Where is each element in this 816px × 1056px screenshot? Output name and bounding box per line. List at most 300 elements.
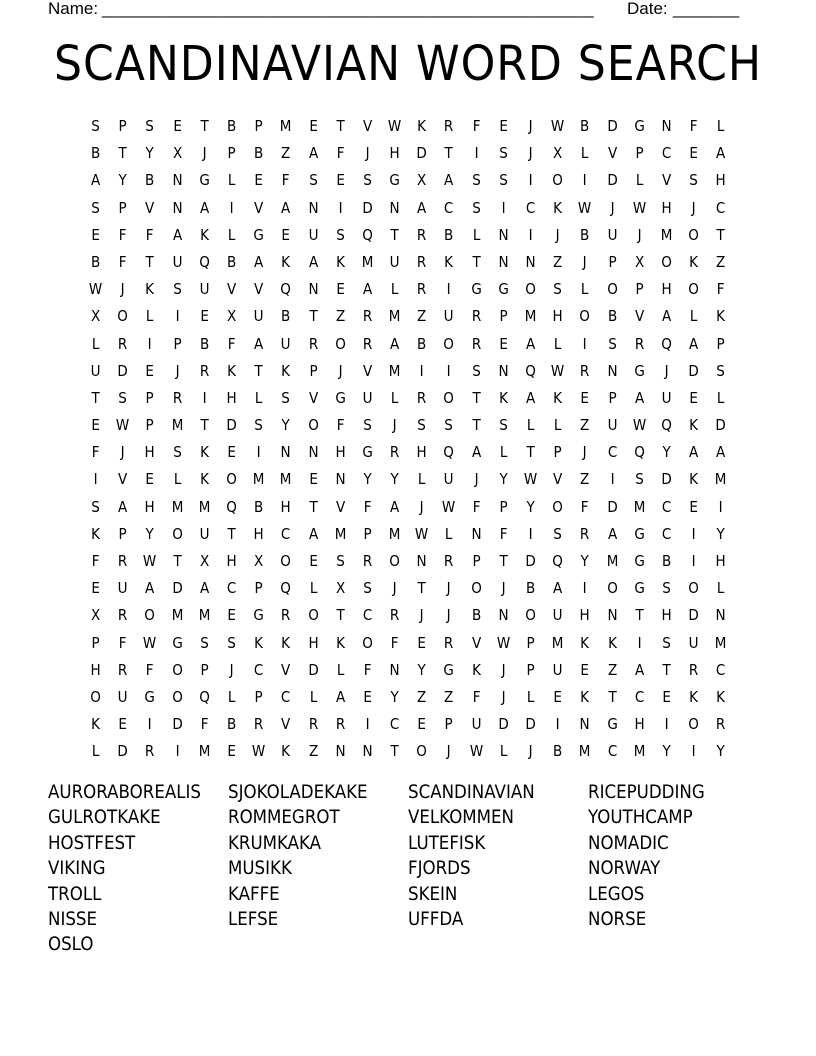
grid-letter[interactable]: G [470, 280, 482, 299]
grid-letter[interactable]: J [555, 225, 560, 244]
grid-letter[interactable]: P [472, 552, 481, 570]
grid-letter[interactable]: S [145, 117, 155, 135]
grid-letter[interactable]: U [280, 334, 291, 353]
grid-letter[interactable]: O [688, 225, 700, 244]
grid-letter[interactable]: T [444, 144, 454, 163]
grid-letter[interactable]: O [144, 606, 156, 625]
grid-letter[interactable]: N [525, 252, 536, 271]
grid-letter[interactable]: P [173, 334, 182, 353]
grid-letter[interactable]: F [118, 633, 127, 652]
grid-letter[interactable]: Q [552, 552, 564, 570]
grid-letter[interactable]: R [716, 715, 726, 734]
grid-letter[interactable]: T [608, 687, 617, 706]
grid-letter[interactable]: E [254, 171, 263, 190]
grid-letter[interactable]: E [553, 687, 563, 706]
grid-letter[interactable]: E [580, 660, 590, 679]
grid-letter[interactable]: A [716, 443, 726, 462]
grid-letter[interactable]: F [146, 225, 154, 244]
grid-letter[interactable]: I [691, 552, 696, 570]
grid-letter[interactable]: K [689, 687, 699, 706]
grid-letter[interactable]: Y [580, 552, 590, 570]
grid-letter[interactable]: Z [417, 687, 427, 706]
grid-letter[interactable]: A [716, 144, 726, 163]
grid-letter[interactable]: F [363, 497, 372, 516]
grid-letter[interactable]: V [254, 280, 264, 299]
grid-letter[interactable]: J [610, 198, 615, 217]
grid-letter[interactable]: M [171, 606, 183, 625]
grid-letter[interactable]: I [93, 470, 98, 489]
grid-letter[interactable]: L [91, 334, 100, 353]
grid-letter[interactable]: C [716, 660, 726, 679]
grid-letter[interactable]: A [254, 252, 264, 271]
grid-letter[interactable]: J [664, 361, 669, 380]
grid-letter[interactable]: E [145, 361, 155, 380]
grid-letter[interactable]: X [172, 144, 182, 163]
grid-letter[interactable]: T [472, 252, 481, 271]
grid-letter[interactable]: S [499, 144, 508, 163]
grid-letter[interactable]: B [580, 225, 590, 244]
grid-letter[interactable]: G [253, 606, 264, 625]
grid-letter[interactable]: S [227, 633, 236, 652]
grid-letter[interactable]: P [118, 117, 127, 135]
grid-letter[interactable]: V [661, 171, 672, 190]
grid-letter[interactable]: R [362, 552, 373, 570]
grid-letter[interactable]: N [389, 198, 400, 217]
grid-letter[interactable]: B [525, 579, 536, 598]
grid-letter[interactable]: N [715, 606, 726, 625]
grid-letter[interactable]: W [143, 633, 157, 652]
grid-letter[interactable]: M [579, 742, 591, 761]
grid-letter[interactable]: H [335, 443, 346, 462]
grid-letter[interactable]: I [582, 171, 587, 190]
grid-letter[interactable]: I [610, 470, 615, 489]
grid-letter[interactable]: I [175, 742, 180, 761]
grid-letter[interactable]: T [716, 225, 726, 244]
grid-letter[interactable]: S [200, 633, 209, 652]
grid-letter[interactable]: H [634, 715, 645, 734]
grid-letter[interactable]: Y [662, 443, 671, 462]
grid-letter[interactable]: R [417, 225, 427, 244]
grid-letter[interactable]: H [226, 388, 237, 407]
grid-letter[interactable]: G [253, 225, 264, 244]
grid-letter[interactable]: U [199, 524, 210, 543]
grid-letter[interactable]: S [363, 579, 372, 598]
grid-letter[interactable]: S [662, 633, 671, 652]
grid-letter[interactable]: G [199, 171, 210, 190]
grid-letter[interactable]: Y [145, 524, 155, 543]
grid-letter[interactable]: F [472, 117, 481, 135]
grid-letter[interactable]: S [635, 470, 644, 489]
grid-letter[interactable]: C [607, 443, 617, 462]
grid-letter[interactable]: I [338, 198, 343, 217]
grid-letter[interactable]: T [118, 144, 127, 163]
grid-letter[interactable]: A [689, 334, 699, 353]
grid-letter[interactable]: K [145, 280, 155, 299]
grid-letter[interactable]: P [608, 388, 617, 407]
grid-letter[interactable]: M [252, 470, 265, 489]
grid-letter[interactable]: S [553, 524, 563, 543]
grid-letter[interactable]: A [553, 579, 563, 598]
grid-letter[interactable]: P [200, 660, 209, 679]
grid-letter[interactable]: O [443, 388, 455, 407]
grid-letter[interactable]: I [447, 361, 452, 380]
grid-letter[interactable]: Y [499, 470, 508, 489]
grid-letter[interactable]: E [689, 388, 698, 407]
grid-letter[interactable]: J [501, 687, 506, 706]
grid-letter[interactable]: L [499, 742, 508, 761]
grid-letter[interactable]: B [254, 144, 264, 163]
grid-letter[interactable]: S [254, 416, 264, 435]
grid-letter[interactable]: P [553, 443, 562, 462]
grid-letter[interactable]: E [499, 334, 508, 353]
grid-letter[interactable]: R [199, 361, 210, 380]
grid-letter[interactable]: U [552, 660, 563, 679]
grid-letter[interactable]: E [417, 633, 427, 652]
grid-letter[interactable]: U [90, 361, 101, 380]
grid-letter[interactable]: R [444, 552, 454, 570]
grid-letter[interactable]: W [632, 198, 647, 217]
grid-letter[interactable]: L [499, 443, 508, 462]
grid-letter[interactable]: P [227, 144, 236, 163]
grid-letter[interactable]: C [281, 524, 291, 543]
grid-letter[interactable]: N [335, 742, 346, 761]
grid-letter[interactable]: B [417, 334, 427, 353]
grid-letter[interactable]: C [281, 687, 291, 706]
grid-letter[interactable]: O [661, 252, 672, 271]
grid-letter[interactable]: O [470, 579, 482, 598]
grid-letter[interactable]: M [715, 633, 727, 652]
grid-letter[interactable]: N [498, 225, 509, 244]
grid-letter[interactable]: K [281, 361, 291, 380]
grid-letter[interactable]: R [471, 334, 481, 353]
grid-letter[interactable]: N [416, 552, 427, 570]
grid-letter[interactable]: A [172, 225, 182, 244]
grid-letter[interactable]: M [198, 606, 211, 625]
grid-letter[interactable]: C [525, 198, 536, 217]
grid-letter[interactable]: Q [280, 280, 292, 299]
grid-letter[interactable]: N [498, 361, 509, 380]
grid-letter[interactable]: B [444, 225, 454, 244]
grid-letter[interactable]: V [308, 388, 318, 407]
grid-letter[interactable]: U [552, 606, 563, 625]
grid-letter[interactable]: J [419, 606, 424, 625]
grid-letter[interactable]: C [362, 606, 373, 625]
grid-letter[interactable]: L [227, 687, 236, 706]
grid-letter[interactable]: A [634, 388, 644, 407]
grid-letter[interactable]: J [202, 144, 207, 163]
grid-letter[interactable]: Z [553, 252, 563, 271]
grid-letter[interactable]: P [444, 715, 454, 734]
grid-letter[interactable]: H [661, 280, 672, 299]
grid-letter[interactable]: O [443, 334, 455, 353]
grid-letter[interactable]: L [554, 334, 562, 353]
grid-letter[interactable]: P [309, 361, 318, 380]
grid-letter[interactable]: T [173, 552, 182, 570]
grid-letter[interactable]: J [229, 660, 234, 679]
grid-letter[interactable]: T [145, 252, 155, 271]
grid-letter[interactable]: N [308, 443, 319, 462]
grid-letter[interactable]: O [688, 280, 700, 299]
grid-letter[interactable]: W [578, 198, 592, 217]
grid-letter[interactable]: L [390, 388, 399, 407]
grid-letter[interactable]: H [552, 307, 563, 326]
grid-letter[interactable]: Y [526, 497, 535, 516]
grid-letter[interactable]: A [471, 443, 481, 462]
grid-letter[interactable]: N [308, 198, 319, 217]
grid-letter[interactable]: Z [580, 470, 590, 489]
grid-letter[interactable]: B [90, 252, 101, 271]
grid-letter[interactable]: Z [335, 307, 345, 326]
grid-letter[interactable]: V [471, 633, 481, 652]
grid-letter[interactable]: U [172, 252, 183, 271]
grid-letter[interactable]: G [362, 443, 373, 462]
grid-letter[interactable]: J [474, 470, 479, 489]
grid-letter[interactable]: L [309, 579, 317, 598]
grid-letter[interactable]: I [447, 280, 452, 299]
grid-letter[interactable]: H [144, 497, 156, 516]
grid-letter[interactable]: U [607, 416, 618, 435]
grid-letter[interactable]: F [118, 252, 127, 271]
grid-letter[interactable]: L [227, 171, 236, 190]
grid-letter[interactable]: K [471, 660, 481, 679]
grid-letter[interactable]: R [580, 524, 590, 543]
grid-letter[interactable]: W [442, 497, 456, 516]
grid-letter[interactable]: K [199, 225, 209, 244]
grid-letter[interactable]: Q [443, 443, 455, 462]
grid-letter[interactable]: I [419, 361, 424, 380]
date-field[interactable]: _______ [673, 0, 740, 18]
grid-letter[interactable]: B [145, 171, 155, 190]
grid-letter[interactable]: U [117, 687, 128, 706]
grid-letter[interactable]: U [253, 307, 264, 326]
grid-letter[interactable]: R [145, 742, 155, 761]
grid-letter[interactable]: T [390, 225, 399, 244]
grid-letter[interactable]: H [144, 443, 156, 462]
grid-letter[interactable]: S [662, 579, 671, 598]
grid-letter[interactable]: F [336, 144, 345, 163]
grid-letter[interactable]: H [253, 524, 264, 543]
grid-letter[interactable]: G [171, 633, 183, 652]
grid-letter[interactable]: Q [226, 497, 237, 516]
grid-letter[interactable]: V [281, 715, 291, 734]
grid-letter[interactable]: J [528, 117, 533, 135]
grid-letter[interactable]: T [472, 388, 481, 407]
grid-letter[interactable]: O [90, 687, 101, 706]
grid-letter[interactable]: H [416, 443, 427, 462]
grid-letter[interactable]: E [689, 497, 698, 516]
grid-letter[interactable]: F [717, 280, 725, 299]
grid-letter[interactable]: N [389, 660, 400, 679]
grid-letter[interactable]: F [390, 633, 399, 652]
grid-letter[interactable]: O [688, 579, 700, 598]
grid-letter[interactable]: H [389, 144, 400, 163]
grid-letter[interactable]: L [91, 742, 100, 761]
grid-letter[interactable]: K [689, 252, 699, 271]
grid-letter[interactable]: S [607, 334, 617, 353]
grid-letter[interactable]: X [335, 579, 345, 598]
grid-letter[interactable]: D [362, 198, 373, 217]
grid-letter[interactable]: F [689, 117, 698, 135]
grid-letter[interactable]: P [526, 660, 535, 679]
grid-letter[interactable]: E [227, 742, 236, 761]
grid-letter[interactable]: R [308, 334, 318, 353]
grid-letter[interactable]: K [553, 388, 563, 407]
grid-letter[interactable]: D [715, 416, 727, 435]
grid-letter[interactable]: F [91, 552, 100, 570]
grid-letter[interactable]: I [664, 715, 669, 734]
grid-letter[interactable]: A [199, 579, 209, 598]
grid-letter[interactable]: L [717, 388, 725, 407]
grid-letter[interactable]: B [226, 715, 237, 734]
grid-letter[interactable]: T [417, 579, 426, 598]
grid-letter[interactable]: D [416, 144, 428, 163]
grid-letter[interactable]: Q [199, 687, 210, 706]
grid-letter[interactable]: A [145, 579, 155, 598]
grid-letter[interactable]: M [660, 225, 673, 244]
grid-letter[interactable]: L [581, 280, 589, 299]
grid-letter[interactable]: L [254, 388, 263, 407]
grid-letter[interactable]: K [199, 443, 209, 462]
grid-letter[interactable]: D [117, 361, 128, 380]
grid-letter[interactable]: D [606, 497, 618, 516]
grid-letter[interactable]: L [418, 470, 426, 489]
grid-letter[interactable]: L [635, 171, 644, 190]
grid-letter[interactable]: B [226, 117, 237, 135]
grid-letter[interactable]: P [118, 198, 127, 217]
grid-letter[interactable]: V [634, 307, 644, 326]
grid-letter[interactable]: N [362, 742, 373, 761]
grid-letter[interactable]: M [334, 524, 347, 543]
grid-letter[interactable]: N [280, 443, 291, 462]
grid-letter[interactable]: P [499, 497, 508, 516]
grid-letter[interactable]: C [661, 144, 672, 163]
grid-letter[interactable]: E [281, 225, 291, 244]
grid-letter[interactable]: G [634, 117, 645, 135]
grid-letter[interactable]: W [252, 742, 266, 761]
grid-letter[interactable]: N [471, 524, 482, 543]
grid-letter[interactable]: T [308, 497, 318, 516]
grid-letter[interactable]: B [226, 252, 237, 271]
grid-letter[interactable]: O [525, 606, 536, 625]
grid-letter[interactable]: J [528, 742, 533, 761]
grid-letter[interactable]: I [691, 524, 696, 543]
grid-letter[interactable]: A [90, 171, 101, 190]
grid-letter[interactable]: J [120, 443, 125, 462]
grid-letter[interactable]: K [716, 307, 726, 326]
grid-letter[interactable]: L [472, 225, 480, 244]
grid-letter[interactable]: U [661, 388, 672, 407]
grid-letter[interactable]: T [200, 117, 209, 135]
grid-letter[interactable]: P [635, 280, 644, 299]
grid-letter[interactable]: N [172, 171, 183, 190]
grid-letter[interactable]: D [688, 361, 699, 380]
grid-letter[interactable]: X [90, 307, 101, 326]
grid-letter[interactable]: Q [661, 334, 672, 353]
grid-letter[interactable]: A [607, 524, 617, 543]
grid-letter[interactable]: T [635, 606, 644, 625]
grid-letter[interactable]: R [118, 660, 128, 679]
grid-letter[interactable]: O [606, 579, 618, 598]
grid-letter[interactable]: S [553, 280, 563, 299]
grid-letter[interactable]: J [501, 579, 506, 598]
grid-letter[interactable]: W [415, 524, 429, 543]
grid-letter[interactable]: M [606, 552, 618, 570]
grid-letter[interactable]: E [662, 687, 671, 706]
grid-letter[interactable]: I [718, 497, 723, 516]
grid-letter[interactable]: H [661, 606, 672, 625]
grid-letter[interactable]: R [417, 388, 427, 407]
grid-letter[interactable]: V [254, 198, 264, 217]
grid-letter[interactable]: F [472, 687, 481, 706]
grid-letter[interactable]: K [716, 687, 726, 706]
grid-letter[interactable]: U [444, 470, 454, 489]
grid-letter[interactable]: D [525, 715, 536, 734]
grid-letter[interactable]: S [118, 388, 128, 407]
grid-letter[interactable]: S [172, 443, 182, 462]
grid-letter[interactable]: Y [281, 416, 291, 435]
grid-letter[interactable]: E [417, 715, 427, 734]
grid-letter[interactable]: Q [634, 443, 645, 462]
grid-letter[interactable]: G [498, 280, 509, 299]
grid-letter[interactable]: E [308, 552, 318, 570]
grid-letter[interactable]: B [553, 742, 563, 761]
grid-letter[interactable]: O [416, 742, 428, 761]
grid-letter[interactable]: S [471, 198, 481, 217]
grid-letter[interactable]: P [145, 416, 155, 435]
grid-letter[interactable]: P [499, 307, 508, 326]
grid-letter[interactable]: C [253, 660, 264, 679]
grid-letter[interactable]: E [91, 416, 100, 435]
grid-letter[interactable]: V [226, 280, 237, 299]
grid-letter[interactable]: X [90, 606, 101, 625]
grid-letter[interactable]: M [198, 742, 211, 761]
grid-letter[interactable]: S [308, 171, 318, 190]
grid-letter[interactable]: X [254, 552, 264, 570]
grid-letter[interactable]: O [552, 171, 564, 190]
grid-letter[interactable]: A [444, 171, 454, 190]
grid-letter[interactable]: P [145, 388, 155, 407]
grid-letter[interactable]: K [281, 633, 291, 652]
grid-letter[interactable]: S [363, 171, 372, 190]
grid-letter[interactable]: P [526, 633, 535, 652]
grid-letter[interactable]: O [280, 552, 292, 570]
grid-letter[interactable]: O [362, 633, 373, 652]
grid-letter[interactable]: T [499, 552, 508, 570]
grid-letter[interactable]: O [307, 606, 319, 625]
grid-letter[interactable]: D [606, 117, 618, 135]
grid-letter[interactable]: A [199, 198, 209, 217]
grid-letter[interactable]: F [146, 660, 154, 679]
grid-letter[interactable]: A [335, 687, 345, 706]
grid-letter[interactable]: E [308, 470, 318, 489]
grid-letter[interactable]: R [362, 307, 373, 326]
grid-letter[interactable]: R [118, 606, 128, 625]
grid-letter[interactable]: D [117, 742, 128, 761]
grid-letter[interactable]: E [227, 606, 236, 625]
grid-letter[interactable]: L [309, 687, 317, 706]
grid-letter[interactable]: N [498, 606, 509, 625]
grid-letter[interactable]: K [335, 633, 345, 652]
grid-letter[interactable]: E [145, 470, 155, 489]
grid-letter[interactable]: K [607, 633, 617, 652]
grid-letter[interactable]: B [580, 117, 590, 135]
grid-letter[interactable]: L [526, 687, 535, 706]
grid-letter[interactable]: Z [580, 416, 590, 435]
grid-letter[interactable]: R [362, 334, 373, 353]
grid-letter[interactable]: J [637, 225, 642, 244]
grid-letter[interactable]: A [689, 443, 699, 462]
grid-letter[interactable]: K [444, 252, 454, 271]
